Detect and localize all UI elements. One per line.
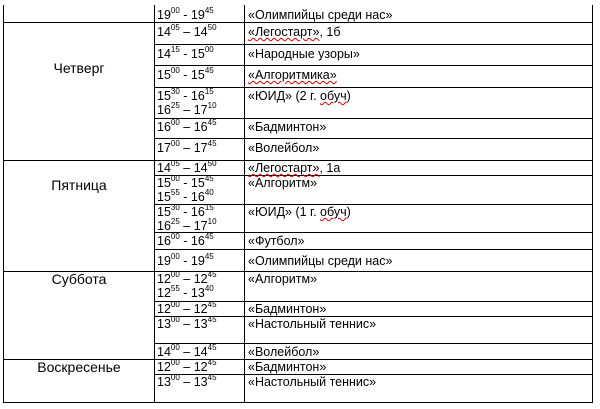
activity-cell: «Алгоритм»	[248, 272, 318, 286]
activity-cell: «Олимпийцы среди нас»	[248, 254, 393, 268]
activity-cell: «Настольный теннис»	[248, 317, 377, 331]
time-cell: $12^{00} - 12^{45}$	[157, 300, 217, 316]
time-cell: $12^{00} - 12^{45}$ $12^{55} - 13^{40}$	[157, 270, 217, 300]
schedule-table	[3, 5, 593, 403]
row-separator	[154, 44, 593, 45]
activity-cell: «ЮИД» (2 г. обуч)	[248, 89, 351, 103]
time-cell: $14^{05} - 14^{50}$	[157, 159, 217, 175]
time-cell: $13^{00} - 13^{45}$	[157, 373, 217, 389]
time-cell: $16^{00} - 16^{45}$	[157, 232, 214, 248]
row-separator	[154, 65, 593, 66]
time-cell: $14^{00} - 14^{45}$	[157, 343, 217, 359]
activity-cell: «Алгоритмика»	[248, 68, 337, 82]
time-cell: $19^{00} - 19^{45}$	[157, 252, 214, 268]
day-separator	[3, 22, 593, 23]
row-separator	[154, 343, 593, 344]
row-separator	[154, 301, 593, 302]
activity-cell: «Бадминтон»	[248, 302, 327, 316]
row-separator	[154, 138, 593, 139]
activity-cell: «Футбол»	[248, 234, 305, 248]
day-label-friday: Пятница	[51, 177, 107, 193]
time-cell: $15^{00} - 15^{45}$ $15^{55} - 16^{40}$	[157, 174, 214, 204]
activity-cell: «Бадминтон»	[248, 360, 327, 374]
row-separator	[154, 87, 593, 88]
time-cell: $17^{00} - 17^{45}$	[157, 139, 217, 155]
time-cell: $12^{00} - 12^{45}$	[157, 358, 217, 374]
activity-cell: «Легостарт», 1б	[248, 25, 341, 39]
time-cell: $15^{30} - 16^{15}$ $16^{25} - 17^{10}$	[157, 87, 217, 117]
activity-cell: «Настольный теннис»	[248, 375, 377, 389]
time-cell: $19^{00} - 19^{45}$	[157, 6, 214, 22]
activity-cell: «Народные узоры»	[248, 47, 360, 61]
activity-cell: «Алгоритм»	[248, 176, 318, 190]
time-cell: $15^{00} - 15^{45}$	[157, 66, 214, 82]
row-separator	[154, 204, 593, 205]
day-label-sunday: Воскресенье	[37, 359, 121, 375]
time-cell: $14^{15} - 15^{00}$	[157, 45, 214, 61]
day-label-saturday: Суббота	[51, 271, 107, 287]
activity-cell: «Бадминтон»	[248, 120, 327, 134]
time-cell: $16^{00} - 16^{45}$	[157, 118, 217, 134]
row-separator	[154, 249, 593, 250]
row-separator	[154, 232, 593, 233]
activity-cell: «Волейбол»	[248, 141, 320, 155]
activity-cell: «ЮИД» (1 г. обуч)	[248, 205, 351, 219]
activity-cell: «Легостарт», 1а	[248, 161, 341, 175]
row-separator	[154, 118, 593, 119]
time-cell: $14^{05} - 14^{50}$	[157, 23, 217, 39]
activity-cell: «Волейбол»	[248, 345, 320, 359]
table-border-left	[3, 5, 4, 403]
row-separator	[154, 175, 593, 176]
activity-cell: «Олимпийцы среди нас»	[248, 8, 393, 22]
table-border-bottom	[3, 402, 593, 403]
day-label-thursday: Четверг	[53, 60, 105, 76]
time-cell: $15^{30} - 16^{15}$ $16^{25} - 17^{10}$	[157, 203, 217, 233]
time-cell: $13^{00} - 13^{45}$	[157, 315, 217, 331]
